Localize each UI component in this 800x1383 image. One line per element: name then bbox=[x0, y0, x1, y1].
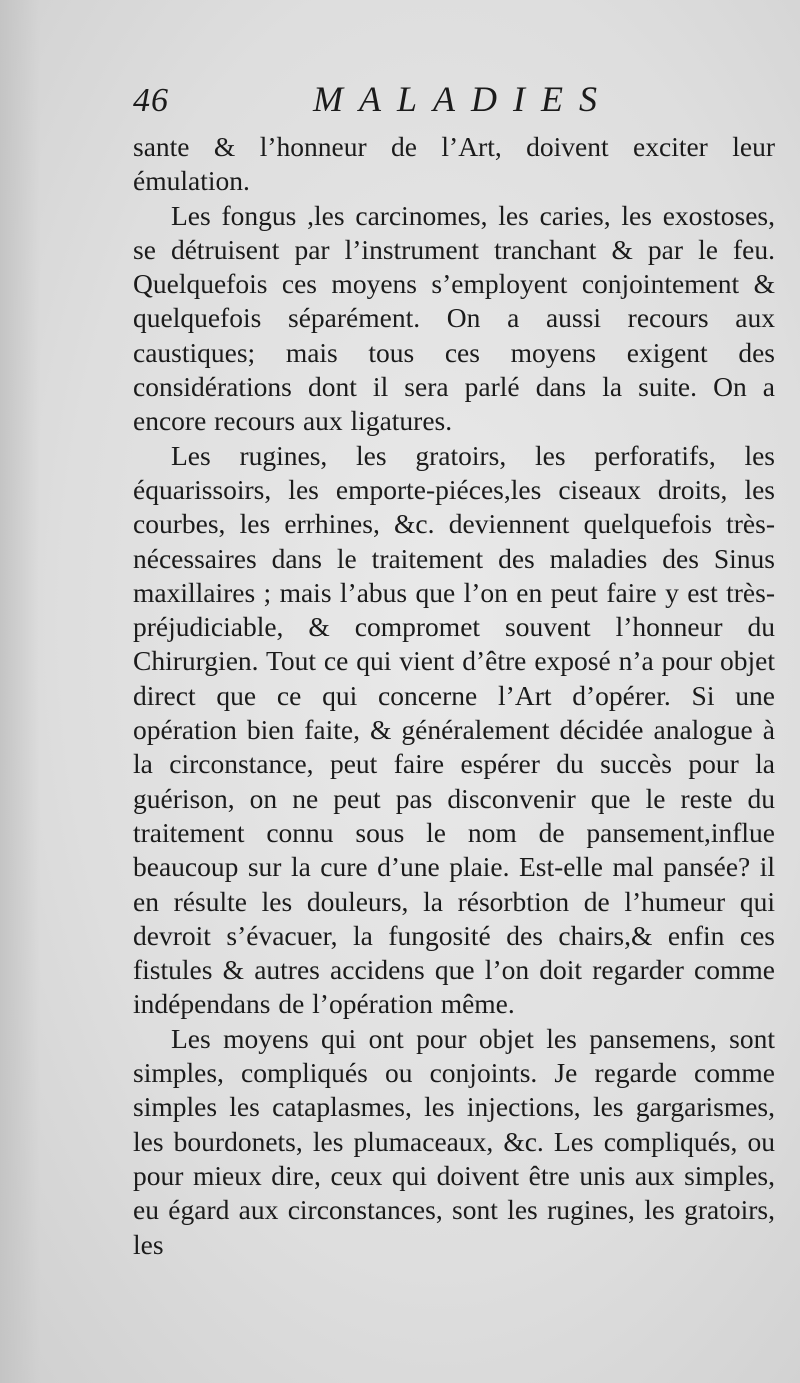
paragraph-rugines: Les rugines, les gratoirs, les perforatifs, les équarissoirs, les emporte-piéces,les ciseaux droits, les courbes, les errhines, &c. deviennent quelquefois très-nécessaires dans le traitement des maladies des Sinus maxillaires ; mais l’abus que l’on en peut faire y est très-préjudiciable, & compromet souvent l’honneur du Chirurgien. Tout ce qui vient d’être exposé n’a pour objet direct que ce qui concerne l’Art d’opérer. Si une opération bien faite, & généralement décidée analogue à la circonstance, peut faire espérer du succès pour la guérison, on ne peut pas disconvenir que le reste du traitement connu sous le nom de pansement,influe beaucoup sur la cure d’une plaie. Est-elle mal pansée? il en résulte les douleurs, la résorbtion de l’humeur qui devroit s’évacuer, la fungosité des chairs,& enfin ces fistules & autres accidens que l’on doit regarder comme indépendans de l’opération même. bbox=[133, 439, 775, 1020]
paragraph-pansemens: Les moyens qui ont pour objet les pansemens, sont simples, compliqués ou conjoints. Je regarde comme simples les cataplasmes, les injections, les gargarismes, les bourdonets, les plumaceaux, &c. Les compliqués, ou pour mieux dire, ceux qui doivent être unis aux simples, eu égard aux circonstances, sont les rugines, les gratoirs, les bbox=[133, 1022, 775, 1260]
running-head: MALADIES bbox=[313, 79, 613, 119]
paragraph-continued: sante & l’honneur de l’Art, doivent exciter leur émulation. bbox=[133, 131, 775, 197]
body-text bbox=[133, 130, 775, 1262]
page-gutter-shadow bbox=[0, 0, 40, 1383]
page-number: 46 bbox=[133, 82, 169, 119]
paragraph-fongus: Les fongus ,les carcinomes, les caries, les exostoses, se détruisent par l’instrument tranchant & par le feu. Quelquefois ces moyens s’employent conjointement & quelquefois séparément. On a aussi recours aux caustiques; mais tous ces moyens exigent des considérations dont il sera parlé dans la suite. On a encore recours aux ligatures. bbox=[133, 199, 775, 437]
page-header bbox=[133, 78, 793, 128]
